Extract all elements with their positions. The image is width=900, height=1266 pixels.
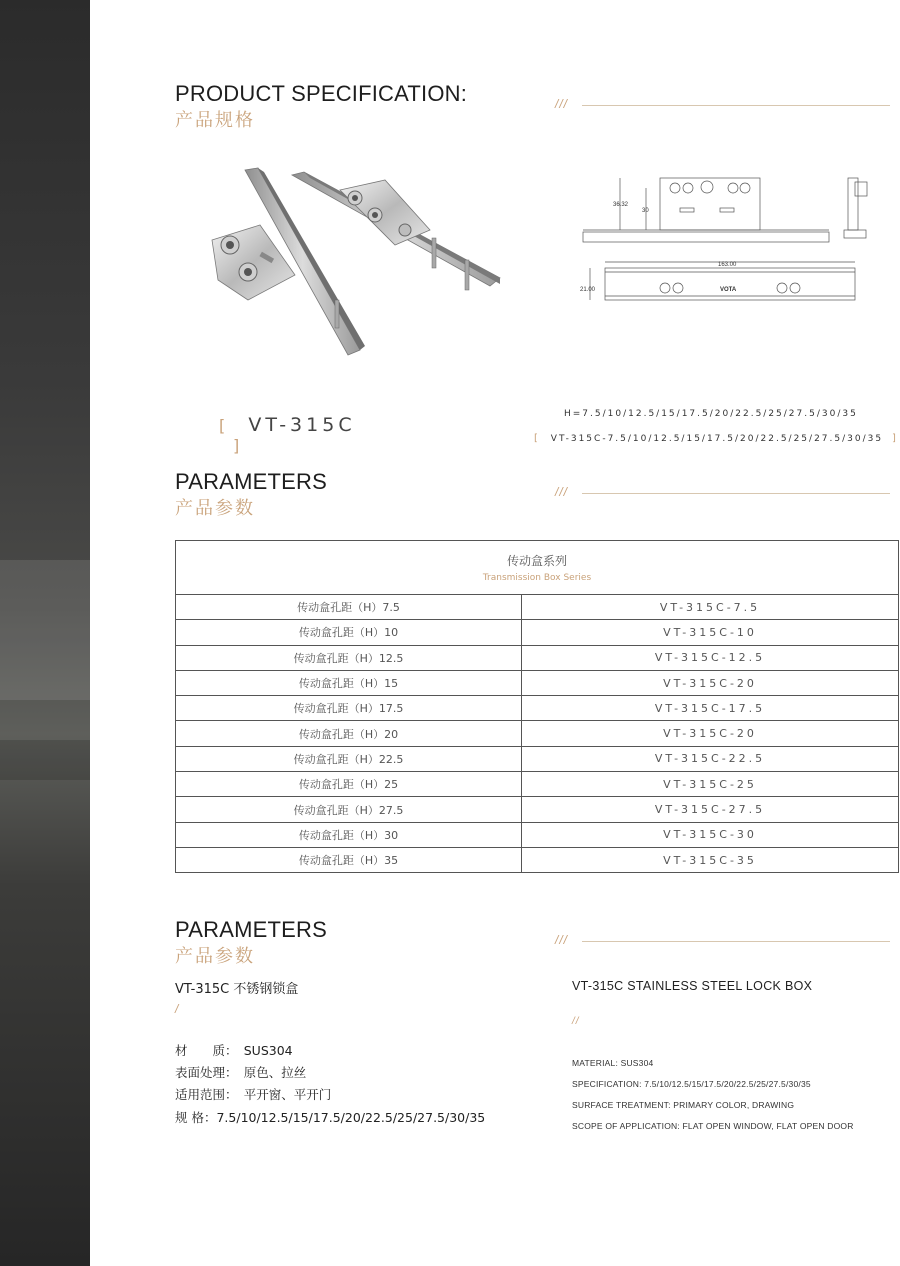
bracket-close: ] — [233, 436, 240, 455]
row-label: 传动盒孔距（H）25 — [176, 772, 522, 797]
table-row — [176, 670, 899, 695]
row-code: VT-315C-10 — [522, 620, 899, 645]
section-divider-slashes: /// — [555, 97, 569, 111]
model-label — [219, 414, 379, 455]
table-row — [176, 772, 899, 797]
details-en-material: MATERIAL: SUS304 — [572, 1058, 654, 1068]
table-row — [176, 797, 899, 822]
dim-inner-height: 30 — [642, 208, 649, 214]
section-divider-line — [582, 493, 890, 494]
row-code: VT-315C-30 — [522, 822, 899, 847]
technical-drawing — [570, 160, 890, 320]
row-label: 传动盒孔距（H）35 — [176, 847, 522, 872]
table-row — [176, 822, 899, 847]
row-code: VT-315C-27.5 — [522, 797, 899, 822]
table-header-row — [176, 541, 899, 595]
row-label: 传动盒孔距（H）7.5 — [176, 595, 522, 620]
bracket-open: [ — [219, 416, 226, 435]
details-cn-slash: / — [175, 1002, 180, 1016]
details-en-subtitle: VT-315C STAINLESS STEEL LOCK BOX — [572, 979, 813, 993]
details-en-slash: // — [572, 1016, 580, 1027]
brand-mark: VOTA — [720, 287, 737, 293]
section-divider-line — [582, 941, 890, 942]
details-cn-subtitle: VT-315C 不锈钢锁盒 — [175, 982, 299, 997]
table-header-en: Transmission Box Series — [482, 573, 592, 583]
details-en-spec: SPECIFICATION: 7.5/10/12.5/15/17.5/20/22.5/25/27.5/30/35 — [572, 1079, 811, 1089]
row-code: VT-315C-7.5 — [522, 595, 899, 620]
row-label: 传动盒孔距（H）22.5 — [176, 746, 522, 771]
table-row — [176, 645, 899, 670]
table-header-cn: 传动盒系列 — [506, 554, 567, 568]
dim-length: 163.00 — [718, 262, 737, 268]
spec-title-en: PRODUCT SPECIFICATION: — [175, 81, 468, 106]
variants-line — [534, 433, 898, 444]
row-code: VT-315C-12.5 — [522, 645, 899, 670]
table-row — [176, 746, 899, 771]
params2-title-en: PARAMETERS — [175, 917, 327, 942]
row-code: VT-315C-17.5 — [522, 696, 899, 721]
params-title-en: PARAMETERS — [175, 469, 327, 494]
background-photo-strip — [0, 0, 90, 1266]
row-label: 传动盒孔距（H）15 — [176, 670, 522, 695]
dim-width: 21.00 — [580, 287, 596, 293]
table-row — [176, 620, 899, 645]
details-cn-material: 材 质： SUS304 — [175, 1043, 293, 1058]
row-label: 传动盒孔距（H）17.5 — [176, 696, 522, 721]
parameters-table — [175, 540, 899, 873]
row-label: 传动盒孔距（H）27.5 — [176, 797, 522, 822]
h-values-line: H=7.5/10/12.5/15/17.5/20/22.5/25/27.5/30/35 — [564, 409, 858, 419]
variants-bracket-open: [ — [534, 433, 540, 444]
variants-text: VT-315C-7.5/10/12.5/15/17.5/20/22.5/25/27.5/30/35 — [550, 434, 884, 444]
row-label: 传动盒孔距（H）12.5 — [176, 645, 522, 670]
product-photo — [200, 160, 510, 375]
row-code: VT-315C-20 — [522, 670, 899, 695]
model-code: VT-315C — [248, 414, 356, 436]
row-label: 传动盒孔距（H）30 — [176, 822, 522, 847]
details-en-surface: SURFACE TREATMENT: PRIMARY COLOR, DRAWING — [572, 1100, 795, 1110]
table-header-cell — [176, 541, 899, 595]
table-row — [176, 595, 899, 620]
row-label: 传动盒孔距（H）10 — [176, 620, 522, 645]
section-divider-line — [582, 105, 890, 106]
section-divider-slashes: /// — [555, 485, 569, 499]
details-cn-scope: 适用范围： 平开窗、平开门 — [175, 1087, 332, 1102]
table-row — [176, 696, 899, 721]
section-divider-slashes: /// — [555, 933, 569, 947]
row-label: 传动盒孔距（H）20 — [176, 721, 522, 746]
details-en-scope: SCOPE OF APPLICATION: FLAT OPEN WINDOW, FLAT OPEN DOOR — [572, 1121, 854, 1131]
table-row — [176, 847, 899, 872]
details-cn-spec: 规 格：7.5/10/12.5/15/17.5/20/22.5/25/27.5/30/35 — [175, 1110, 486, 1125]
row-code: VT-315C-25 — [522, 772, 899, 797]
row-code: VT-315C-20 — [522, 721, 899, 746]
row-code: VT-315C-35 — [522, 847, 899, 872]
table-row — [176, 721, 899, 746]
row-code: VT-315C-22.5 — [522, 746, 899, 771]
params-title-cn: 产品参数 — [175, 498, 255, 519]
variants-bracket-close: ] — [891, 433, 898, 444]
params2-title-cn: 产品参数 — [175, 946, 255, 967]
spec-title-cn: 产品规格 — [175, 110, 255, 131]
details-cn-surface: 表面处理： 原色、拉丝 — [175, 1065, 307, 1080]
dim-outer-height: 36.32 — [613, 202, 629, 208]
